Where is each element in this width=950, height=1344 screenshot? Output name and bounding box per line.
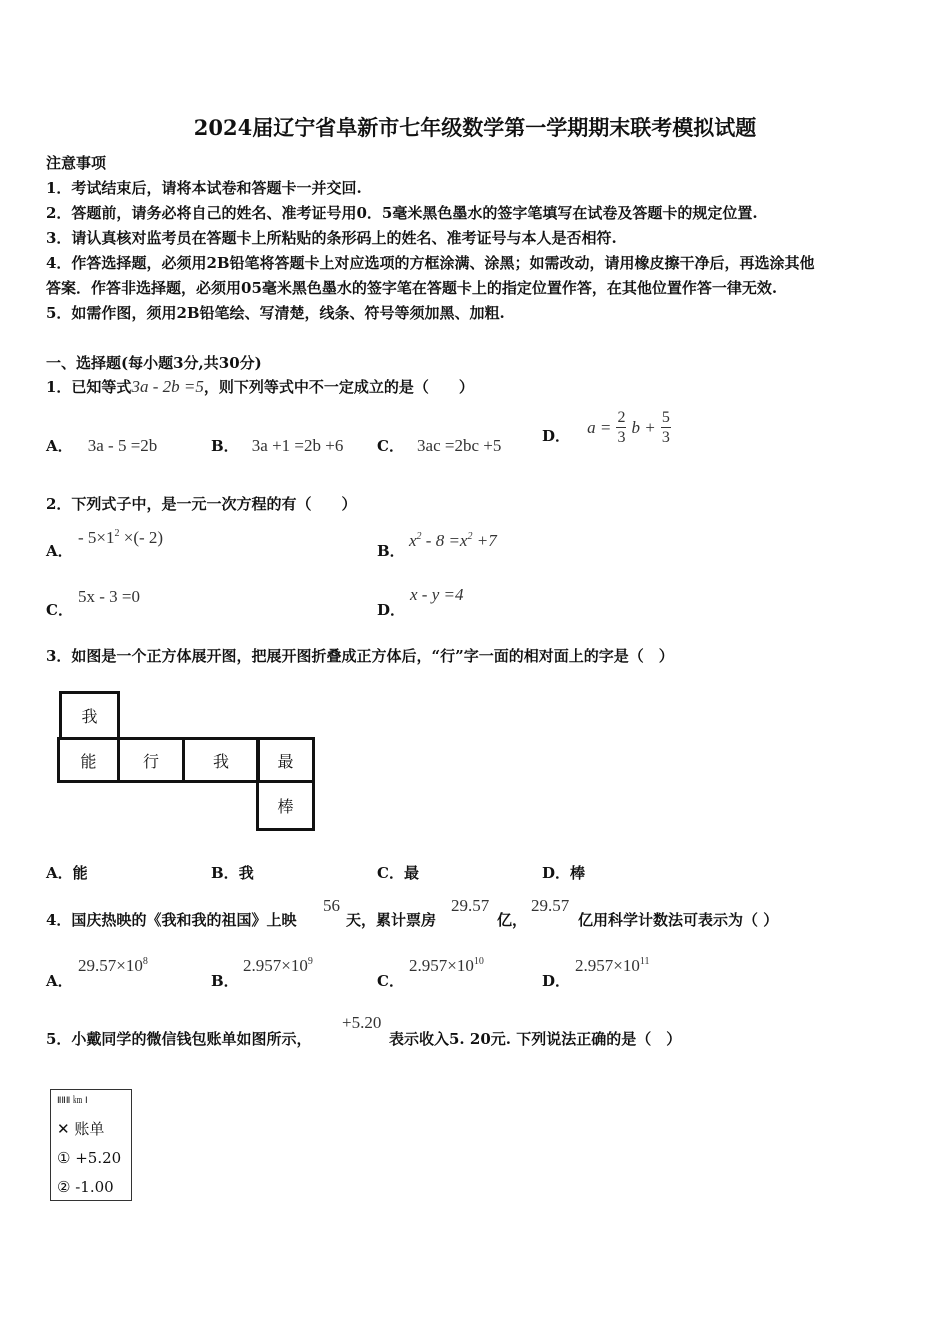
wallet-row: ② -1.00 bbox=[57, 1178, 114, 1196]
q2-option-c-expr: 5x - 3 =0 bbox=[78, 587, 140, 606]
q4-option-b-expr: $2.957\times 10^9$ bbox=[243, 956, 313, 975]
q4-option-b-label[interactable]: B． bbox=[211, 972, 239, 990]
q4-option-d-label[interactable]: D． bbox=[542, 972, 571, 990]
q2-option-b-expr: $x^2 - 8 =x^2 +7$ bbox=[409, 531, 497, 550]
question-5: 表示收入5. 20元. 下列说法正确的是（ ） bbox=[389, 1030, 682, 1048]
q4-box-office: 29.57 bbox=[451, 896, 490, 915]
section-heading: 一、选择题(每小题3分,共30分) bbox=[46, 354, 262, 372]
cube-face: 棒 bbox=[256, 780, 315, 831]
q2-option-a-expr: - $5\times 1^2$ ×(- 2) bbox=[78, 528, 164, 547]
fraction: $\frac{5}{3}$ bbox=[661, 409, 670, 446]
notice-item: 1．考试结束后，请将本试卷和答题卡一并交回. bbox=[46, 179, 362, 197]
q1-option-b[interactable]: B． 3a +1 =2b +6 bbox=[211, 436, 344, 455]
q4-option-a-expr: $29.57\times 10^8$ bbox=[78, 956, 148, 975]
q4-days: 56 bbox=[323, 896, 340, 915]
question-3: 3．如图是一个正方体展开图，把展开图折叠成正方体后，“行”字一面的相对面上的字是（ ） bbox=[46, 647, 674, 665]
q4-option-d-expr: $2.957\times 10^{11}$ bbox=[575, 956, 650, 975]
notice-item: 5．如需作图，须用2B铅笔绘、写清楚，线条、符号等须加黑、加粗. bbox=[46, 304, 505, 322]
notice-item: 答案．作答非选择题，必须用05毫米黑色墨水的签字笔在答题卡上的指定位置作答，在其他位置作答一律无效. bbox=[46, 279, 778, 297]
q2-option-a-label[interactable]: A． bbox=[46, 542, 73, 560]
question-1: 1．已知等式3a - 2b =5，则下列等式中不一定成立的是（ ） bbox=[46, 377, 474, 396]
q4-option-c-expr: $2.957\times 10^{10}$ bbox=[409, 956, 484, 975]
question-4: 亿用科学计数法可表示为（ ） bbox=[578, 911, 779, 929]
q4-box-office: 29.57 bbox=[531, 896, 570, 915]
q1-option-a[interactable]: A． 3a - 5 =2b bbox=[46, 436, 158, 455]
wallet-row: ① +5.20 bbox=[57, 1149, 122, 1167]
q3-option-a[interactable]: A．能 bbox=[46, 864, 88, 882]
notice-item: 4．作答选择题，必须用2B铅笔将答题卡上对应选项的方框涂满、涂黑；如需改动，请用橡皮擦干净后，再选涂其他 bbox=[46, 254, 815, 272]
q1-equation: 3a - 2b =5 bbox=[131, 377, 204, 396]
question-4: 亿， bbox=[497, 911, 528, 929]
notice-heading: 注意事项 bbox=[46, 154, 107, 172]
q5-income: +5.20 bbox=[342, 1013, 382, 1032]
fraction: $\frac{2}{3}$ bbox=[617, 409, 626, 446]
q2-option-d-label[interactable]: D． bbox=[377, 601, 406, 619]
page-title: 2024届辽宁省阜新市七年级数学第一学期期末联考模拟试题 bbox=[193, 115, 757, 140]
q4-option-c-label[interactable]: C． bbox=[377, 972, 404, 990]
q2-option-d-expr: x - y =4 bbox=[410, 585, 464, 604]
cube-face: 能 bbox=[57, 737, 120, 783]
cube-face: 我 bbox=[59, 691, 120, 740]
q2-option-b-label[interactable]: B． bbox=[377, 542, 405, 560]
q1-option-d[interactable]: D． a = $\frac{2}{3}$ b + $\frac{5}{3}$ bbox=[542, 409, 670, 446]
q3-option-c[interactable]: C．最 bbox=[377, 864, 419, 882]
question-4: 4．国庆热映的《我和我的祖国》上映 bbox=[46, 911, 297, 929]
question-4: 天，累计票房 bbox=[346, 911, 437, 929]
wallet-header: ✕ 账单 bbox=[57, 1120, 105, 1138]
question-5: 5．小戴同学的微信钱包账单如图所示， bbox=[46, 1030, 312, 1048]
wallet-status-bar: ⅡⅡⅡ ㎞ Ⅰ bbox=[57, 1096, 88, 1106]
q4-option-a-label[interactable]: A． bbox=[46, 972, 73, 990]
cube-face: 我 bbox=[182, 737, 260, 783]
notice-item: 2．答题前，请务必将自己的姓名、准考证号用0．5毫米黑色墨水的签字笔填写在试卷及答题卡的规定位置. bbox=[46, 204, 758, 222]
q2-option-c-label[interactable]: C． bbox=[46, 601, 73, 619]
q1-option-c[interactable]: C． 3ac =2bc +5 bbox=[377, 436, 502, 455]
cube-face: 行 bbox=[117, 737, 185, 783]
notice-item: 3．请认真核对监考员在答题卡上所粘贴的条形码上的姓名、准考证号与本人是否相符. bbox=[46, 229, 617, 247]
cube-face: 最 bbox=[256, 737, 315, 783]
q3-option-b[interactable]: B．我 bbox=[211, 864, 254, 882]
wallet-bill-image bbox=[50, 1089, 132, 1201]
question-2: 2．下列式子中，是一元一次方程的有（ ） bbox=[46, 495, 357, 513]
q3-option-d[interactable]: D．棒 bbox=[542, 864, 586, 882]
